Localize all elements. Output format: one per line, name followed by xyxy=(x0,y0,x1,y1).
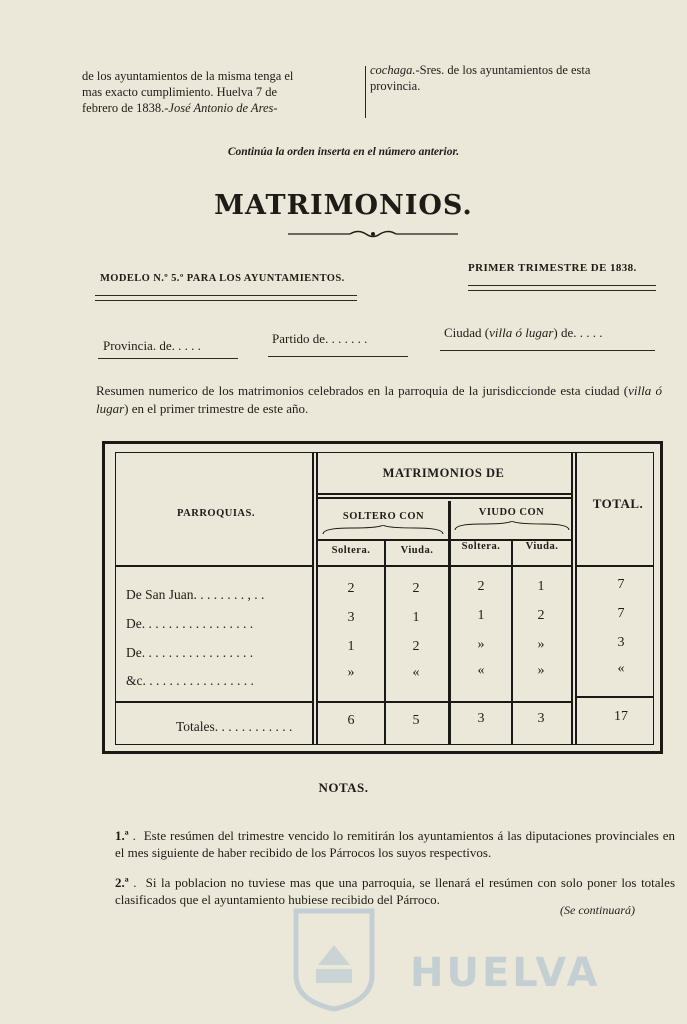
row-label: &c. . . . . . . . . . . . . . . . . xyxy=(126,673,254,688)
note-text: Este resúmen del trimestre vencido lo remitirán los ayuntamientos á las diputaciones provinciales en el mes siguiente de haber recibido de los Párrocos los suyos respectivos. xyxy=(115,828,676,860)
total-cell: 5 xyxy=(412,713,420,728)
notes-heading: NOTAS. xyxy=(318,780,369,795)
col-divider xyxy=(575,453,577,744)
cell: 7 xyxy=(617,606,625,621)
row-divider xyxy=(116,565,312,567)
row-divider xyxy=(316,497,571,499)
cell: 2 xyxy=(412,581,420,596)
cell: 2 xyxy=(477,579,485,594)
cell: 1 xyxy=(347,639,355,654)
cell: « xyxy=(477,663,485,678)
total-cell: 6 xyxy=(347,713,355,728)
header-parroquias: PARROQUIAS. xyxy=(177,508,255,519)
signature-name: José Antonio de Ares- xyxy=(168,101,278,115)
row-divider xyxy=(316,565,571,567)
rule xyxy=(268,356,408,357)
rule xyxy=(468,290,656,291)
summary-paragraph: Resumen numerico de los matrimonios celebrados en la parroquia de la jurisdiccionde esta ciudad (villa ó lugar) en el primer trimestre de este año. xyxy=(96,383,662,416)
cell: « xyxy=(617,661,625,676)
column-divider xyxy=(365,66,366,118)
prior-text-line: provincia. xyxy=(370,79,421,93)
sub-viuda: Viuda. xyxy=(525,541,559,552)
field-provincia: Provincia. de. . . . . xyxy=(103,338,201,353)
prior-text-line: febrero de 1838.-José Antonio de Ares- xyxy=(82,101,278,115)
cell: 2 xyxy=(537,608,545,623)
cell: 1 xyxy=(477,608,485,623)
row-label: De San Juan. . . . . . . . , . . xyxy=(126,587,265,602)
trimester-heading: PRIMER TRIMESTRE DE 1838. xyxy=(468,262,637,274)
total-cell: 3 xyxy=(477,711,485,726)
cell: 3 xyxy=(617,635,625,650)
cell: 1 xyxy=(412,610,420,625)
col-divider xyxy=(312,453,314,744)
totals-label: Totales. . . . . . . . . . . . xyxy=(176,719,293,734)
row-divider xyxy=(116,701,312,703)
model-heading: MODELO N.º 5.º PARA LOS AYUNTAMIENTOS. xyxy=(100,273,345,284)
rule xyxy=(95,300,357,301)
page-title: MATRIMONIOS. xyxy=(214,190,473,221)
cell: 1 xyxy=(537,579,545,594)
prior-text-left xyxy=(82,68,364,116)
brace xyxy=(453,521,571,531)
row-divider xyxy=(316,493,571,495)
marriages-table xyxy=(102,441,663,754)
cell: » xyxy=(347,665,355,680)
row-label: De. . . . . . . . . . . . . . . . . xyxy=(126,616,254,631)
rule xyxy=(95,295,357,296)
row-divider xyxy=(575,696,653,698)
note-number: 2.ª xyxy=(115,875,129,890)
rule xyxy=(440,350,655,351)
sub-soltera: Soltera. xyxy=(331,545,371,556)
brace xyxy=(321,525,446,535)
cell: « xyxy=(412,665,420,680)
prior-text-line: de los ayuntamientos de la misma tenga el xyxy=(82,69,294,83)
header-total: TOTAL. xyxy=(592,496,644,511)
row-divider xyxy=(316,701,571,703)
sub-soltera: Soltera. xyxy=(461,541,501,552)
cell: 3 xyxy=(347,610,355,625)
sub-viuda: Viuda. xyxy=(400,545,434,556)
total-cell: 3 xyxy=(537,711,545,726)
note-text: Si la poblacion no tuviese mas que una parroquia, se llenará el resúmen con solo poner los totales clasificados que el ayuntamiento hubiese recibido del Párroco. xyxy=(115,875,675,907)
title-ornament xyxy=(288,229,458,239)
cell: » xyxy=(477,637,485,652)
prior-text-line: cochaga.-Sres. de los ayuntamientos de esta xyxy=(370,63,591,77)
cell: 2 xyxy=(347,581,355,596)
row-label: De. . . . . . . . . . . . . . . . . xyxy=(126,645,254,660)
rule xyxy=(98,358,238,359)
header-soltero-con: SOLTERO CON xyxy=(342,511,425,522)
archive-watermark: HUELVA xyxy=(410,950,601,996)
continued-note: (Se continuará) xyxy=(560,903,635,917)
note-2: 2.ª . Si la poblacion no tuviese mas que una parroquia, se llenará el resúmen con solo poner los totales clasificados que el ayuntamiento hubiese recibido del Párroco. xyxy=(115,875,675,907)
header-matrimonios: MATRIMONIOS DE xyxy=(382,466,505,480)
prior-text-right xyxy=(370,62,655,94)
cell: » xyxy=(537,637,545,652)
continuation-note: Continúa la orden inserta en el número anterior. xyxy=(227,146,460,158)
rule xyxy=(468,285,656,286)
prior-text-line: mas exacto cumplimiento. Huelva 7 de xyxy=(82,85,278,99)
cell: 2 xyxy=(412,639,420,654)
note-number: 1.ª xyxy=(115,828,129,843)
col-divider xyxy=(571,453,573,744)
header-viudo-con: VIUDO CON xyxy=(478,507,545,518)
cell: » xyxy=(537,663,545,678)
cell: 7 xyxy=(617,577,625,592)
row-divider xyxy=(575,565,653,567)
total-cell: 17 xyxy=(614,709,628,724)
field-partido: Partido de. . . . . . . xyxy=(272,331,368,346)
note-1: 1.ª . Este resúmen del trimestre vencido lo remitirán los ayuntamientos á las diputaciones provinciales en el mes siguiente de haber recibido de los Párrocos los suyos respectivos. xyxy=(115,828,676,860)
archive-seal-icon xyxy=(288,905,380,1013)
table-inner-frame xyxy=(115,452,654,745)
field-ciudad: Ciudad (villa ó lugar) de. . . . . xyxy=(444,325,603,340)
